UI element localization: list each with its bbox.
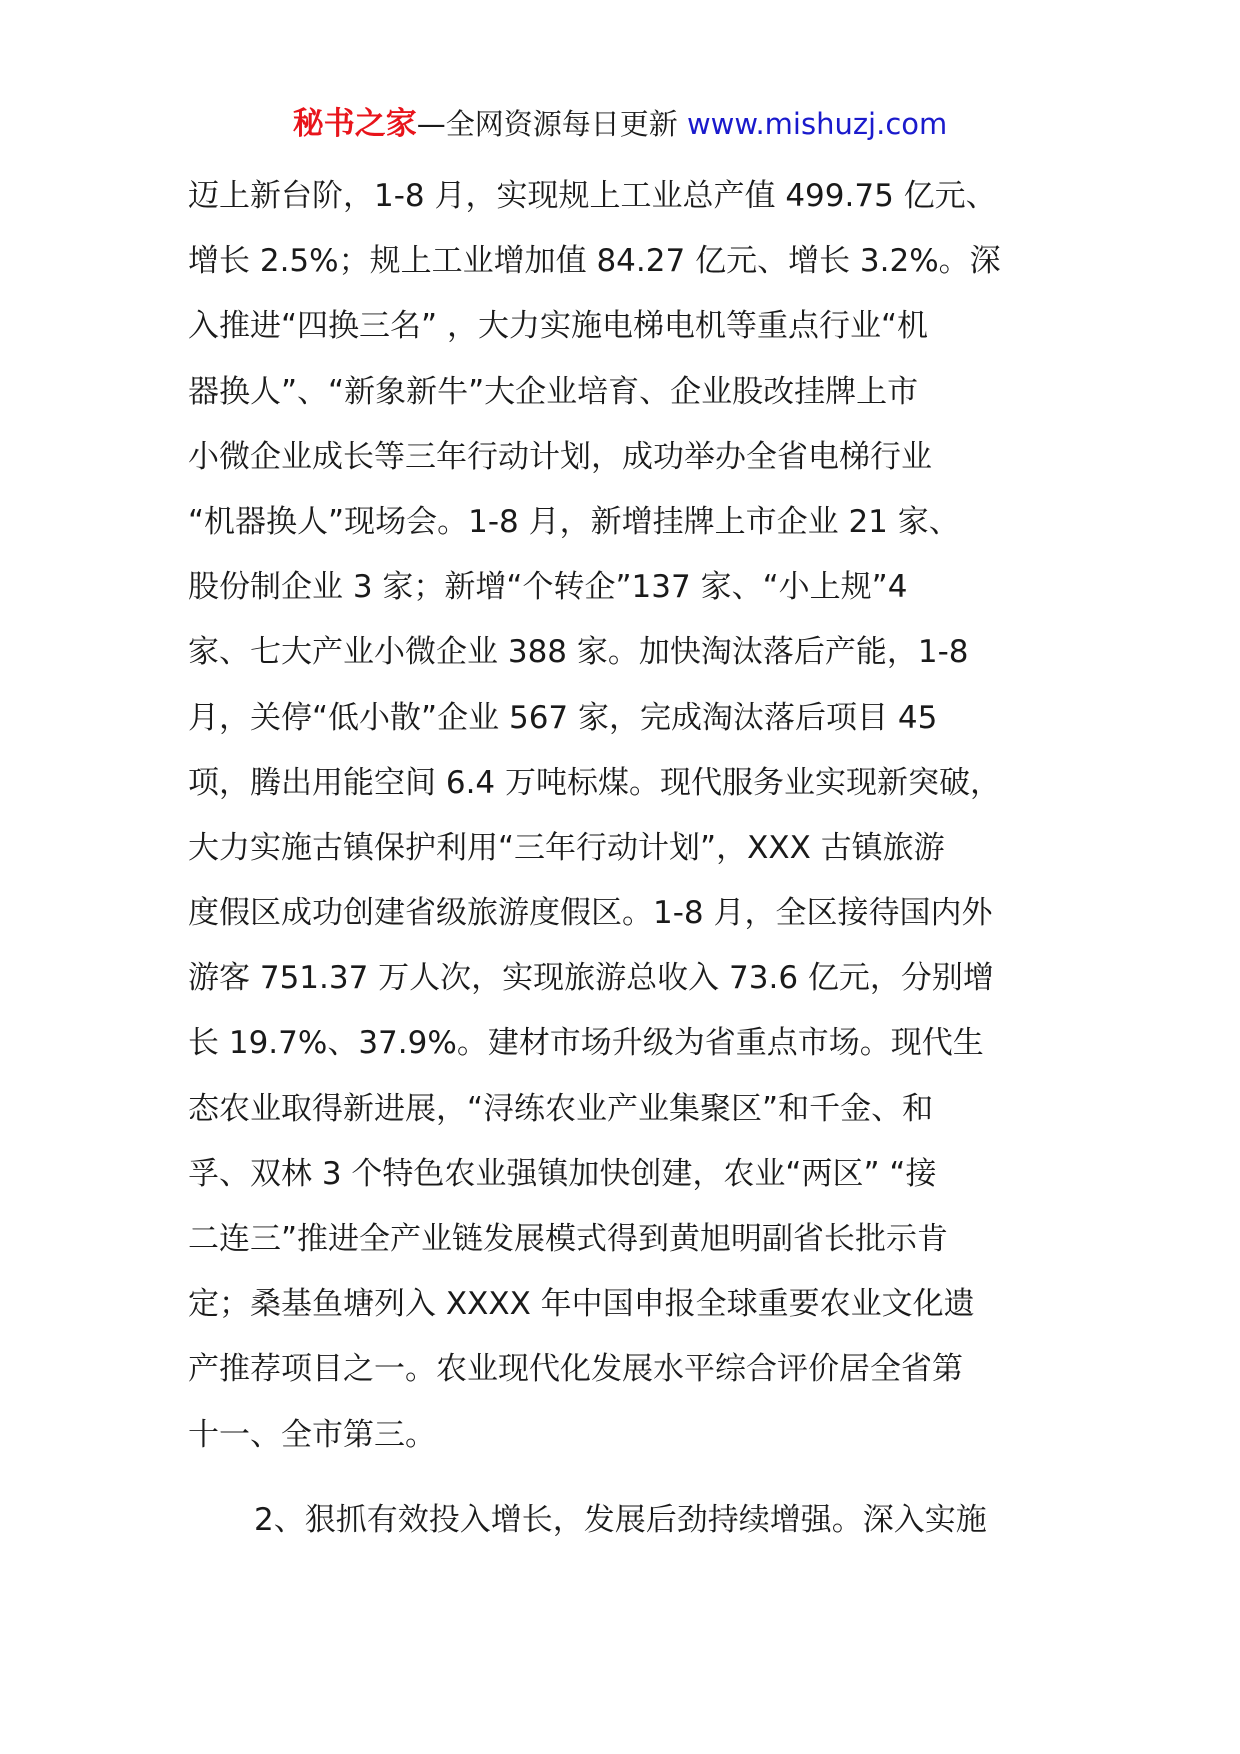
text-line: 大力实施古镇保护利用“三年行动计划”，XXX 古镇旅游 bbox=[188, 829, 945, 866]
text-line: 月，关停“低小散”企业 567 家，完成淘汰落后项目 45 bbox=[188, 699, 938, 736]
text-line: 产推荐项目之一。农业现代化发展水平综合评价居全省第 bbox=[188, 1351, 963, 1388]
document-body bbox=[188, 164, 1088, 1553]
text-line: 家、七大产业小微企业 388 家。加快淘汰落后产能，1-8 bbox=[188, 634, 969, 671]
text-line: 器换人”、“新象新牛”大企业培育、企业股改挂牌上市 bbox=[188, 373, 919, 410]
text-line: 小微企业成长等三年行动计划，成功举办全省电梯行业 bbox=[188, 438, 932, 475]
paragraph-2 bbox=[188, 1488, 1088, 1553]
text-line: 增长 2.5%；规上工业增加值 84.27 亿元、增长 3.2%。深 bbox=[188, 243, 1001, 280]
text-line: 游客 751.37 万人次，实现旅游总收入 73.6 亿元，分别增 bbox=[188, 960, 994, 997]
text-line: 度假区成功创建省级旅游度假区。1-8 月，全区接待国内外 bbox=[188, 895, 993, 932]
site-url-link[interactable]: www.mishuzj.com bbox=[686, 107, 948, 141]
page-header bbox=[0, 100, 1240, 148]
text-line: 二连三”推进全产业链发展模式得到黄旭明副省长批示肯 bbox=[188, 1221, 949, 1257]
text-line: 定；桑基鱼塘列入 XXXX 年中国申报全球重要农业文化遗 bbox=[188, 1286, 975, 1323]
paragraph-1 bbox=[188, 164, 1088, 1468]
text-line: 2、狠抓有效投入增长，发展后劲持续增强。深入实施 bbox=[254, 1501, 987, 1538]
text-line: 态农业取得新进展，“浔练农业产业集聚区”和千金、和 bbox=[188, 1090, 934, 1127]
text-line: 迈上新台阶，1-8 月，实现规上工业总产值 499.75 亿元、 bbox=[188, 178, 997, 214]
text-line: 长 19.7%、37.9%。建材市场升级为省重点市场。现代生 bbox=[188, 1025, 984, 1062]
header-tagline: —全网资源每日更新 bbox=[416, 107, 678, 141]
text-line: 孚、双林 3 个特色农业强镇加快创建，农业“两区” “接 bbox=[188, 1155, 937, 1192]
text-line: 入推进“四换三名” ，大力实施电梯电机等重点行业“机 bbox=[188, 308, 929, 345]
text-line: 股份制企业 3 家；新增“个转企”137 家、“小上规”4 bbox=[188, 569, 908, 606]
text-line: 十一、全市第三。 bbox=[188, 1416, 436, 1453]
brand-name: 秘书之家 bbox=[292, 106, 417, 142]
text-line: 项，腾出用能空间 6.4 万吨标煤。现代服务业实现新突破， bbox=[188, 764, 1002, 801]
text-line: “机器换人”现场会。1-8 月，新增挂牌上市企业 21 家、 bbox=[188, 503, 960, 540]
